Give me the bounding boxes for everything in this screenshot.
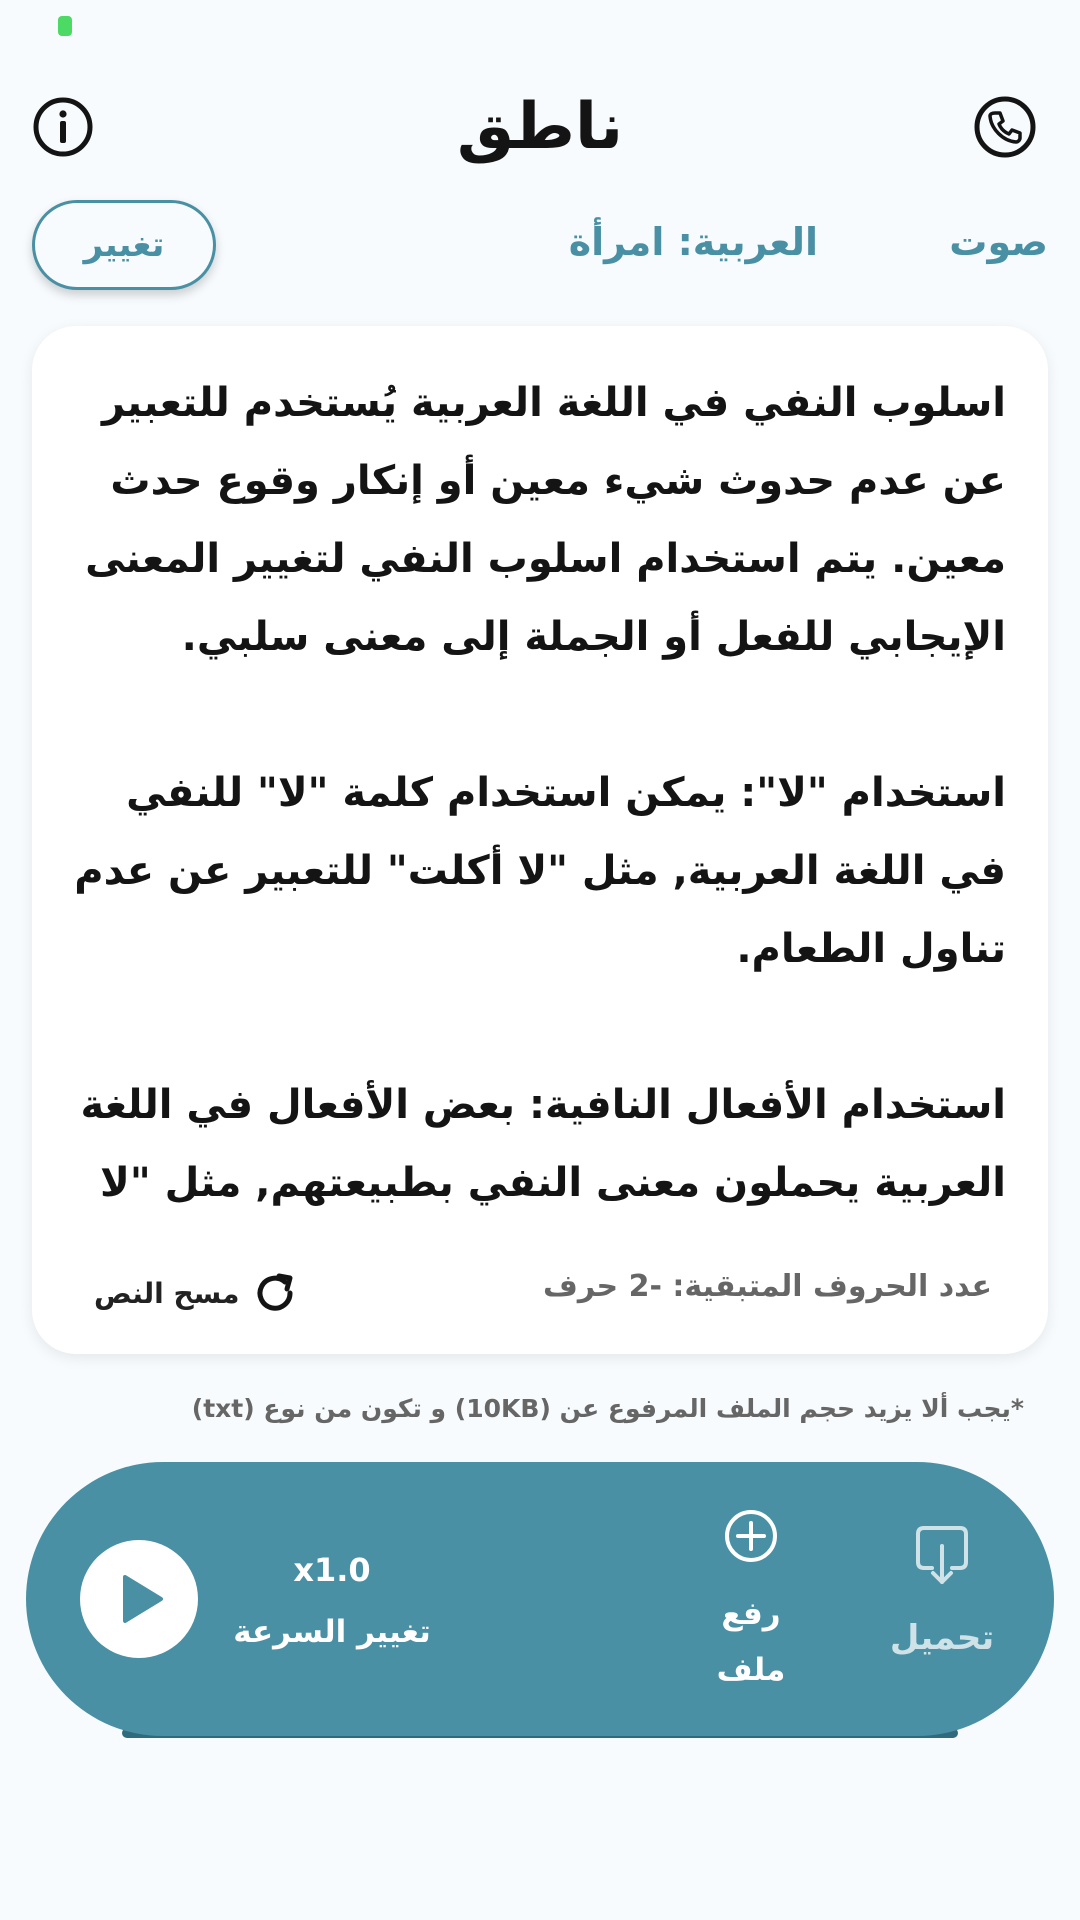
- clear-text-button[interactable]: [94, 1270, 298, 1316]
- upload-label-line1: رفع: [721, 1596, 781, 1632]
- text-input[interactable]: اسلوب النفي في اللغة العربية يُستخدم للتعبير عن عدم حدوث شيء معين أو إنكار وقوع حدث معين. يتم استخدام اسلوب النفي لتغيير المعنى الإيجابي للفعل أو الجملة إلى معنى سلبي. استخدام "لا": يمكن استخدام كلمة "لا" للنفي في اللغة العربية, مثل "لا أكلت" للتعبير عن عدم تناول الطعام. استخدام الأفعال النافية: بعض الأفعال في اللغة العربية يحملون معنى النفي بطبيعتهم, مثل "لا: [74, 380, 1006, 1206]
- upload-file-button[interactable]: [686, 1508, 816, 1698]
- speed-button[interactable]: [232, 1550, 432, 1652]
- refresh-icon: [252, 1270, 298, 1316]
- upload-label: [686, 1586, 816, 1698]
- download-label: تحميل: [889, 1618, 995, 1658]
- download-button[interactable]: [864, 1524, 1020, 1658]
- voice-label: صوت: [949, 220, 1048, 264]
- text-fade: [32, 1206, 1048, 1262]
- battery-indicator: [58, 16, 72, 36]
- remaining-characters: عدد الحروف المتبقية: -2 حرف: [543, 1269, 992, 1304]
- voice-row: [0, 198, 1080, 294]
- clear-text-label: مسح النص: [94, 1276, 240, 1310]
- speed-label: تغيير السرعة: [233, 1614, 431, 1650]
- download-icon: [914, 1524, 970, 1588]
- upload-label-line2: ملف: [716, 1652, 786, 1688]
- player-bar: [26, 1462, 1054, 1736]
- change-voice-button[interactable]: تغيير: [32, 200, 216, 290]
- play-button[interactable]: [80, 1540, 198, 1658]
- contact-button[interactable]: [972, 94, 1038, 160]
- info-button[interactable]: [30, 94, 96, 160]
- add-circle-icon: [723, 1508, 779, 1564]
- app-header: [0, 72, 1080, 182]
- app-title: ناطق: [456, 90, 624, 164]
- upload-note: *يجب ألا يزيد حجم الملف المرفوع عن (10KB) و تكون من نوع (txt): [191, 1394, 1024, 1423]
- speed-value: x1.0: [293, 1551, 371, 1589]
- play-icon: [109, 1569, 169, 1629]
- status-bar: [0, 0, 1080, 52]
- info-icon: [32, 96, 94, 158]
- text-editor-card: [32, 326, 1048, 1354]
- selected-voice: العربية: امرأة: [568, 220, 818, 264]
- phone-icon: [973, 95, 1037, 159]
